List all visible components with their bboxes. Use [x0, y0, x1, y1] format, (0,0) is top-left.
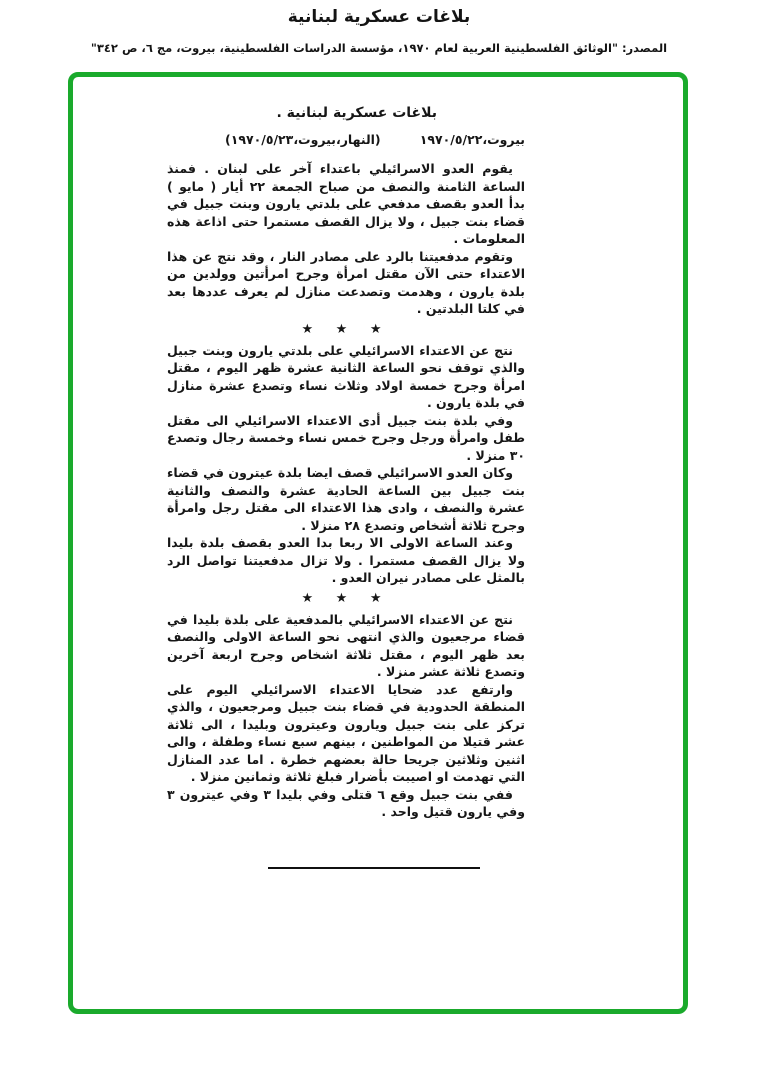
paragraph: وعند الساعة الاولى الا ربعا بدا العدو بقصف بلدة بليدا ولا يزال القصف مستمرا . ولا تزال مدفعيتنا تواصل الرد بالمثل على مصادر نيران العدو . [167, 535, 525, 585]
document-frame [68, 72, 688, 1014]
paragraph: وارتفع عدد ضحايا الاعتداء الاسرائيلي اليوم على المنطقة الحدودية في قضاء بنت جبيل ومرجعيون ، والذي تركز على بنت جبيل ويارون وعيترون وبليدا ، الى ثلاثة عشر قتيلا من المواطنين ، بينهم سبع نساء وطفلة ، والى اثنين وثلاثين جريحا حالة بعضهم خطرة . اما عدد المنازل التي تهدمت او اصيبت بأضرار فبلغ ثلاثة وثمانين منزلا . [167, 681, 525, 784]
paragraph: يقوم العدو الاسرائيلي باعتداء آخر على لبنان . فمنذ الساعة الثامنة والنصف من صباح الجمعة ٢٢ أيار ( مايو ) بدأ العدو بقصف مدفعي على بلدتي يارون وبنت جبيل في قضاء بنت جبيل ، ولا يزال القصف مستمرا حتى اذاعة هذه المعلومات . [167, 161, 525, 246]
dateline-place-date: بيروت،٢٢‏/‏٥‏/‏١٩٧٠ [419, 132, 525, 147]
source-line: المصدر: "الوثائق الفلسطينية العربية لعام ١٩٧٠، مؤسسة الدراسات الفلسطينية، بيروت، مج ٦، ص ٣٤٢" [90, 41, 668, 55]
paragraph: وتقوم مدفعيتنا بالرد على مصادر النار ، وقد نتج عن هذا الاعتداء حتى الآن مقتل امرأة وجرح امرأتين وولدين من بلدة يارون ، وهدمت وتصدعت منازل لم يعرف عددها بعد في كلتا البلدتين . [167, 248, 525, 316]
dateline [167, 131, 525, 149]
page-title: بلاغات عسكرية لبنانية [287, 7, 471, 27]
paragraph: نتج عن الاعتداء الاسرائيلي بالمدفعية على بلدة بليدا في قضاء مرجعيون والذي انتهى نحو الساعة الاولى والنصف بعد ظهر اليوم ، مقتل ثلاثة اشخاص وجرح اربعة آخرين وتصدع ثلاثة عشر منزلا . [167, 611, 525, 679]
stars-separator: ★ ★ ★ [301, 321, 391, 337]
stars-separator: ★ ★ ★ [301, 590, 391, 606]
document-body [167, 103, 525, 869]
dateline-newspaper-ref: (النهار،بيروت،٢٣‏/‏٥‏/‏١٩٧٠) [225, 132, 381, 147]
paragraph: ففي بنت جبيل وقع ٦ قتلى وفي بليدا ٣ وفي عيترون ٣ وفي يارون قتيل واحد . [167, 786, 525, 819]
paragraph: نتج عن الاعتداء الاسرائيلي على بلدتي يارون وبنت جبيل والذي توقف نحو الساعة الثانية عشرة ظهر اليوم ، مقتل امرأة وجرح خمسة اولاد وثلاث نساء وتصدع عشرة منازل في بلدة يارون . [167, 342, 525, 410]
end-rule [268, 867, 480, 869]
paragraph: وكان العدو الاسرائيلي قصف ايضا بلدة عيترون في قضاء بنت جبيل بين الساعة الحادية عشرة والنصف والثانية عشرة والنصف ، وادى هذا الاعتداء الى مقتل رجل وامرأة وجرح ثلاثة أشخاص وتصدع ٢٨ منزلا . [167, 465, 525, 533]
document-title: بلاغات عسكرية لبنانية . [276, 105, 437, 121]
paragraph: وفي بلدة بنت جبيل أدى الاعتداء الاسرائيلي الى مقتل طفل وامرأة ورجل وجرح خمس نساء وخمسة رجال وتصدع ٣٠ منزلا . [167, 412, 525, 463]
